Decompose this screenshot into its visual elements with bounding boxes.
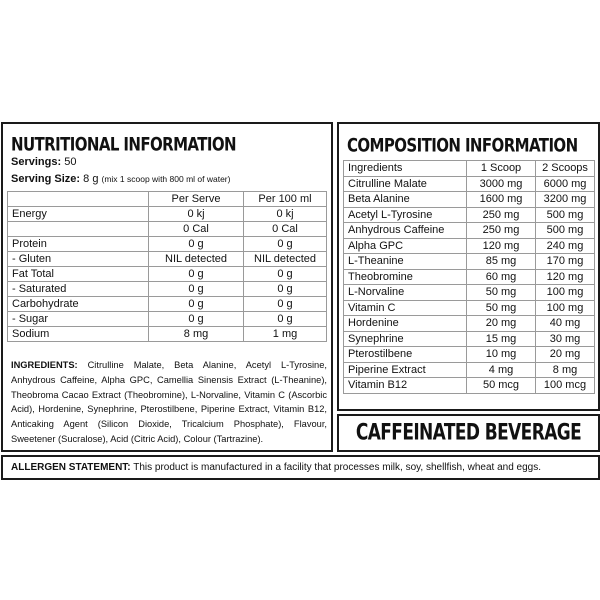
ingredient-name: Anhydrous Caffeine [344,223,467,239]
allergen-label: ALLERGEN STATEMENT: [11,462,131,473]
serving-size-value: 8 g [83,173,99,185]
two-scoops-value: 500 mg [536,207,595,223]
ingredient-name: Hordenine [344,316,467,332]
table-row [344,254,595,270]
nutrition-header-per-serve: Per Serve [149,192,244,207]
nutrient-name: - Gluten [8,252,149,267]
per-serve-value: 0 Cal [149,222,244,237]
two-scoops-value: 100 mg [536,300,595,316]
table-row [8,222,327,237]
table-row [8,297,327,312]
ingredient-name: L-Theanine [344,254,467,270]
one-scoop-value: 20 mg [467,316,536,332]
table-row [344,378,595,394]
composition-header-1-scoop: 1 Scoop [467,161,536,177]
ingredient-name: Theobromine [344,269,467,285]
per-serve-value: 0 g [149,282,244,297]
two-scoops-value: 100 mg [536,285,595,301]
one-scoop-value: 60 mg [467,269,536,285]
two-scoops-value: 30 mg [536,331,595,347]
table-row [8,282,327,297]
ingredients-text: Citrulline Malate, Beta Alanine, Acetyl L-Tyrosine, Anhydrous Caffeine, Alpha GPC, Camellia Sinensis Extract (L-Theanine), Theobroma Cacao Extract (Theobromine), L-Norvaline, Vitamin C (Ascorbic Acid), Hordenine, Synephrine, Pterostilbene, Piperine Extract, Vitamin B12, Anticaking Agent (Silicon Dioxide, Tricalcium Phosphate), Flavour, Sweetener (Sucralose), Acid (Citric Acid), Colour (Tartrazine). [11,360,327,444]
table-row [8,237,327,252]
two-scoops-value: 6000 mg [536,176,595,192]
two-scoops-value: 20 mg [536,347,595,363]
ingredients-paragraph [11,358,327,447]
ingredient-name: Synephrine [344,331,467,347]
ingredient-name: Alpha GPC [344,238,467,254]
one-scoop-value: 85 mg [467,254,536,270]
one-scoop-value: 15 mg [467,331,536,347]
per-serve-value: 0 kj [149,207,244,222]
nutrient-name [8,222,149,237]
table-row [8,327,327,342]
ingredient-name: Citrulline Malate [344,176,467,192]
ingredient-name: Acetyl L-Tyrosine [344,207,467,223]
one-scoop-value: 10 mg [467,347,536,363]
servings-line [11,156,76,168]
one-scoop-value: 50 mg [467,300,536,316]
table-row [344,269,595,285]
nutrient-name: - Sugar [8,312,149,327]
serving-size-note: (mix 1 scoop with 800 ml of water) [101,174,231,184]
per-100ml-value: 0 g [244,267,327,282]
table-row [344,316,595,332]
per-100ml-value: 0 g [244,312,327,327]
table-row [344,331,595,347]
allergen-statement-box [1,455,600,480]
one-scoop-value: 250 mg [467,223,536,239]
table-row [344,223,595,239]
ingredient-name: Piperine Extract [344,362,467,378]
nutrition-title: NUTRITIONAL INFORMATION [11,133,236,156]
two-scoops-value: 40 mg [536,316,595,332]
two-scoops-value: 120 mg [536,269,595,285]
table-row [8,267,327,282]
nutrient-name: Fat Total [8,267,149,282]
one-scoop-value: 3000 mg [467,176,536,192]
two-scoops-value: 240 mg [536,238,595,254]
allergen-text: This product is manufactured in a facility that processes milk, soy, shellfish, wheat and eggs. [133,462,542,473]
per-serve-value: 0 g [149,312,244,327]
composition-information-panel [337,122,600,411]
table-row [344,238,595,254]
composition-header-ingredients: Ingredients [344,161,467,177]
one-scoop-value: 50 mcg [467,378,536,394]
nutrition-header-row [8,192,327,207]
caffeinated-beverage-label: CAFFEINATED BEVERAGE [355,420,582,446]
per-100ml-value: NIL detected [244,252,327,267]
composition-table [343,160,595,394]
servings-label: Servings: [11,156,62,168]
nutrient-name: Energy [8,207,149,222]
nutrition-header-per-100ml: Per 100 ml [244,192,327,207]
table-row [344,285,595,301]
servings-value: 50 [64,156,77,168]
nutrient-name: Carbohydrate [8,297,149,312]
ingredient-name: Vitamin B12 [344,378,467,394]
per-serve-value: 0 g [149,297,244,312]
table-row [8,252,327,267]
nutrition-table [7,191,327,342]
ingredient-name: Beta Alanine [344,192,467,208]
per-100ml-value: 0 g [244,297,327,312]
two-scoops-value: 170 mg [536,254,595,270]
per-serve-value: 0 g [149,237,244,252]
caffeinated-beverage-box [337,414,600,452]
per-100ml-value: 0 kj [244,207,327,222]
per-serve-value: 0 g [149,267,244,282]
nutrient-name: Protein [8,237,149,252]
nutritional-information-panel [1,122,333,452]
one-scoop-value: 50 mg [467,285,536,301]
table-row [344,362,595,378]
table-row [344,192,595,208]
nutrient-name: - Saturated [8,282,149,297]
serving-size-label: Serving Size: [11,173,81,185]
one-scoop-value: 1600 mg [467,192,536,208]
two-scoops-value: 3200 mg [536,192,595,208]
one-scoop-value: 250 mg [467,207,536,223]
table-row [344,207,595,223]
table-row [344,347,595,363]
nutrition-header-blank [8,192,149,207]
per-100ml-value: 0 g [244,237,327,252]
nutrient-name: Sodium [8,327,149,342]
per-100ml-value: 1 mg [244,327,327,342]
one-scoop-value: 4 mg [467,362,536,378]
composition-title: COMPOSITION INFORMATION [347,134,578,157]
per-serve-value: NIL detected [149,252,244,267]
table-row [8,312,327,327]
per-100ml-value: 0 g [244,282,327,297]
table-row [8,207,327,222]
ingredients-label: INGREDIENTS: [11,360,78,370]
ingredient-name: L-Norvaline [344,285,467,301]
two-scoops-value: 100 mcg [536,378,595,394]
serving-size-line [11,173,230,185]
two-scoops-value: 500 mg [536,223,595,239]
ingredient-name: Vitamin C [344,300,467,316]
per-100ml-value: 0 Cal [244,222,327,237]
two-scoops-value: 8 mg [536,362,595,378]
allergen-statement [11,462,541,473]
table-row [344,176,595,192]
composition-header-row [344,161,595,177]
ingredient-name: Pterostilbene [344,347,467,363]
one-scoop-value: 120 mg [467,238,536,254]
table-row [344,300,595,316]
composition-header-2-scoops: 2 Scoops [536,161,595,177]
per-serve-value: 8 mg [149,327,244,342]
